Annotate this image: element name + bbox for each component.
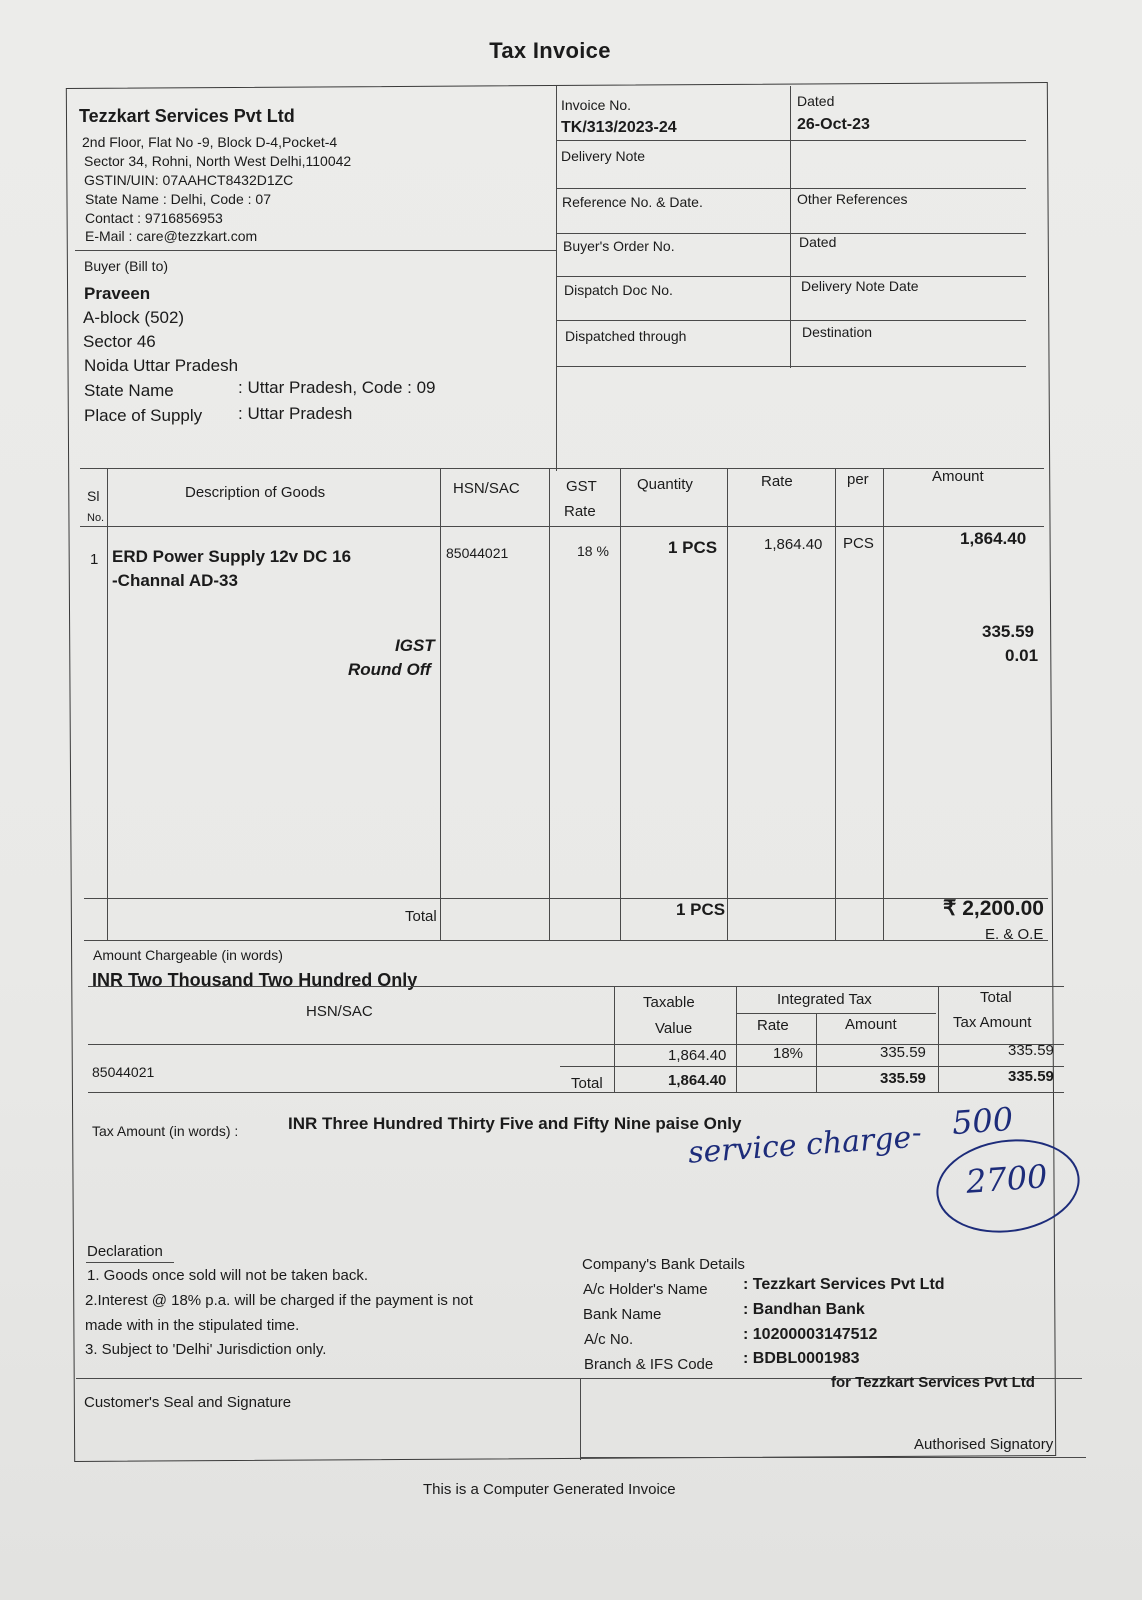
item-quantity: 1 PCS bbox=[668, 538, 718, 557]
item-amount: 1,864.40 bbox=[960, 529, 1027, 548]
gst-header: GST bbox=[566, 478, 597, 495]
divider bbox=[80, 526, 1044, 527]
total-quantity: 1 PCS bbox=[676, 900, 726, 919]
customer-signature-label: Customer's Seal and Signature bbox=[84, 1394, 292, 1411]
divider bbox=[556, 86, 557, 471]
divider bbox=[556, 320, 1026, 321]
bank-name: : Bandhan Bank bbox=[743, 1301, 865, 1318]
amount-words-label: Amount Chargeable (in words) bbox=[93, 947, 283, 963]
item-per: PCS bbox=[843, 535, 874, 552]
footer-note: This is a Computer Generated Invoice bbox=[423, 1481, 676, 1498]
divider bbox=[440, 468, 441, 940]
taxable-value-header: Value bbox=[655, 1020, 693, 1037]
hsn-header: HSN/SAC bbox=[453, 480, 520, 497]
buyer-state-label: State Name bbox=[84, 381, 174, 400]
invoice-date: 26-Oct-23 bbox=[797, 116, 870, 133]
buyer-address-line: Noida Uttar Pradesh bbox=[84, 356, 239, 375]
tax-row-total: 335.59 bbox=[1008, 1042, 1054, 1059]
tax-words-label: Tax Amount (in words) : bbox=[92, 1123, 239, 1139]
divider bbox=[620, 468, 621, 940]
seller-address-line: 2nd Floor, Flat No -9, Block D-4,Pocket-4 bbox=[82, 134, 338, 150]
other-references-label: Other References bbox=[797, 191, 908, 207]
divider bbox=[556, 233, 1026, 234]
item-gst-rate: 18 % bbox=[577, 543, 609, 559]
handwritten-total: 2700 bbox=[964, 1157, 1049, 1201]
item-rate: 1,864.40 bbox=[764, 536, 823, 553]
buyer-name: Praveen bbox=[84, 284, 151, 303]
divider bbox=[80, 468, 1044, 469]
account-no: : 10200003147512 bbox=[743, 1326, 878, 1343]
taxable-header: Taxable bbox=[643, 994, 695, 1011]
tax-total-total: 335.59 bbox=[1008, 1068, 1054, 1085]
tax-total-amount: 335.59 bbox=[880, 1070, 926, 1087]
bank-holder-label: A/c Holder's Name bbox=[583, 1281, 708, 1298]
divider bbox=[580, 1378, 581, 1460]
divider bbox=[580, 1457, 1086, 1458]
seller-email: E-Mail : care@tezzkart.com bbox=[85, 228, 258, 244]
divider bbox=[556, 366, 1026, 367]
seller-state: State Name : Delhi, Code : 07 bbox=[85, 191, 271, 207]
tax-amount-header: Amount bbox=[845, 1016, 897, 1033]
item-description: -Channal AD-33 bbox=[112, 571, 238, 590]
divider bbox=[88, 986, 1064, 987]
divider bbox=[556, 188, 1026, 189]
bank-heading: Company's Bank Details bbox=[582, 1256, 745, 1273]
divider bbox=[107, 468, 108, 940]
declaration-line: 2.Interest @ 18% p.a. will be charged if the payment is not bbox=[85, 1292, 473, 1309]
buyers-order-label: Buyer's Order No. bbox=[563, 238, 675, 254]
quantity-header: Quantity bbox=[637, 476, 693, 493]
buyer-state-value: : Uttar Pradesh, Code : 09 bbox=[238, 378, 436, 397]
tax-rate-header: Rate bbox=[757, 1017, 789, 1034]
divider bbox=[736, 1013, 936, 1014]
divider bbox=[556, 140, 1026, 141]
tax-row-rate: 18% bbox=[773, 1045, 804, 1062]
tax-row-taxable: 1,864.40 bbox=[668, 1047, 727, 1064]
dispatch-doc-label: Dispatch Doc No. bbox=[564, 282, 673, 298]
divider bbox=[614, 986, 615, 1092]
ifsc-label: Branch & IFS Code bbox=[584, 1356, 714, 1373]
handwritten-charge: 500 bbox=[950, 1099, 1015, 1143]
divider bbox=[84, 940, 1048, 941]
description-header: Description of Goods bbox=[185, 484, 326, 501]
sl-header: Sl bbox=[87, 488, 100, 504]
divider bbox=[549, 468, 550, 940]
divider bbox=[835, 468, 836, 940]
eoe-label: E. & O.E bbox=[985, 926, 1044, 943]
declaration-line: made with in the stipulated time. bbox=[85, 1317, 300, 1334]
item-hsn: 85044021 bbox=[446, 545, 509, 561]
for-company-label: for Tezzkart Services Pvt Ltd bbox=[831, 1374, 1035, 1391]
ifsc-code: : BDBL0001983 bbox=[743, 1350, 860, 1367]
tax-row-amount: 335.59 bbox=[880, 1044, 926, 1061]
round-off-label: Round Off bbox=[348, 660, 431, 679]
tax-row-hsn: 85044021 bbox=[92, 1064, 155, 1080]
total-label: Total bbox=[405, 908, 437, 925]
seller-contact: Contact : 9716856953 bbox=[85, 210, 223, 226]
item-sl: 1 bbox=[90, 551, 99, 568]
item-description: ERD Power Supply 12v DC 16 bbox=[112, 547, 352, 566]
tax-hsn-header: HSN/SAC bbox=[306, 1003, 373, 1020]
divider bbox=[560, 1066, 1064, 1067]
no-header: No. bbox=[87, 512, 105, 524]
divider bbox=[75, 250, 556, 251]
invoice-no-label: Invoice No. bbox=[561, 97, 632, 113]
page-title: Tax Invoice bbox=[489, 38, 611, 63]
tax-total-taxable: 1,864.40 bbox=[668, 1072, 727, 1089]
igst-amount: 335.59 bbox=[982, 622, 1034, 641]
tax-words: INR Three Hundred Thirty Five and Fifty Nine paise Only bbox=[288, 1114, 742, 1133]
divider bbox=[883, 468, 884, 940]
buyer-address-line: A-block (502) bbox=[83, 308, 185, 327]
account-no-label: A/c No. bbox=[584, 1331, 634, 1348]
divider bbox=[88, 1092, 1064, 1093]
bank-holder: : Tezzkart Services Pvt Ltd bbox=[743, 1276, 945, 1293]
divider bbox=[84, 898, 1048, 899]
divider bbox=[816, 1013, 817, 1092]
integrated-tax-header: Integrated Tax bbox=[777, 991, 872, 1008]
handwritten-dash: - bbox=[912, 1116, 922, 1149]
buyer-heading: Buyer (Bill to) bbox=[84, 258, 169, 274]
grand-total: ₹ 2,200.00 bbox=[943, 897, 1044, 920]
buyer-address-line: Sector 46 bbox=[83, 332, 156, 351]
seller-gstin: GSTIN/UIN: 07AAHCT8432D1ZC bbox=[84, 172, 294, 188]
dated-label: Dated bbox=[797, 93, 835, 109]
authorised-signatory-label: Authorised Signatory bbox=[914, 1436, 1054, 1453]
divider bbox=[727, 468, 728, 940]
invoice-no: TK/313/2023-24 bbox=[561, 119, 677, 136]
divider bbox=[736, 986, 737, 1092]
gst-rate-header: Rate bbox=[564, 503, 596, 520]
dispatched-through-label: Dispatched through bbox=[565, 328, 687, 344]
handwritten-note: service charge bbox=[687, 1120, 913, 1171]
total-tax-header: Total bbox=[980, 989, 1012, 1006]
divider bbox=[790, 86, 791, 368]
delivery-note-date-label: Delivery Note Date bbox=[801, 278, 919, 294]
order-dated-label: Dated bbox=[799, 234, 837, 250]
declaration-heading: Declaration bbox=[87, 1243, 163, 1260]
place-of-supply-label: Place of Supply bbox=[84, 406, 203, 425]
round-off-amount: 0.01 bbox=[1005, 646, 1039, 665]
destination-label: Destination bbox=[802, 324, 873, 340]
divider bbox=[938, 986, 939, 1092]
reference-label: Reference No. & Date. bbox=[562, 194, 703, 210]
declaration-line: 3. Subject to 'Delhi' Jurisdiction only. bbox=[85, 1341, 327, 1358]
total-tax-amount-header: Tax Amount bbox=[953, 1014, 1032, 1031]
place-of-supply-value: : Uttar Pradesh bbox=[238, 404, 353, 423]
per-header: per bbox=[847, 471, 869, 488]
declaration-line: 1. Goods once sold will not be taken back. bbox=[87, 1267, 369, 1284]
divider bbox=[556, 276, 1026, 277]
seller-name: Tezzkart Services Pvt Ltd bbox=[79, 106, 295, 126]
amount-header: Amount bbox=[932, 468, 984, 485]
seller-address-line: Sector 34, Rohni, North West Delhi,110042 bbox=[84, 153, 352, 169]
bank-name-label: Bank Name bbox=[583, 1306, 662, 1323]
tax-total-label: Total bbox=[571, 1075, 603, 1092]
rate-header: Rate bbox=[761, 473, 793, 490]
amount-words: INR Two Thousand Two Hundred Only bbox=[92, 970, 418, 990]
igst-label: IGST bbox=[395, 636, 435, 655]
delivery-note-label: Delivery Note bbox=[561, 148, 646, 164]
declaration-underline bbox=[86, 1262, 174, 1263]
